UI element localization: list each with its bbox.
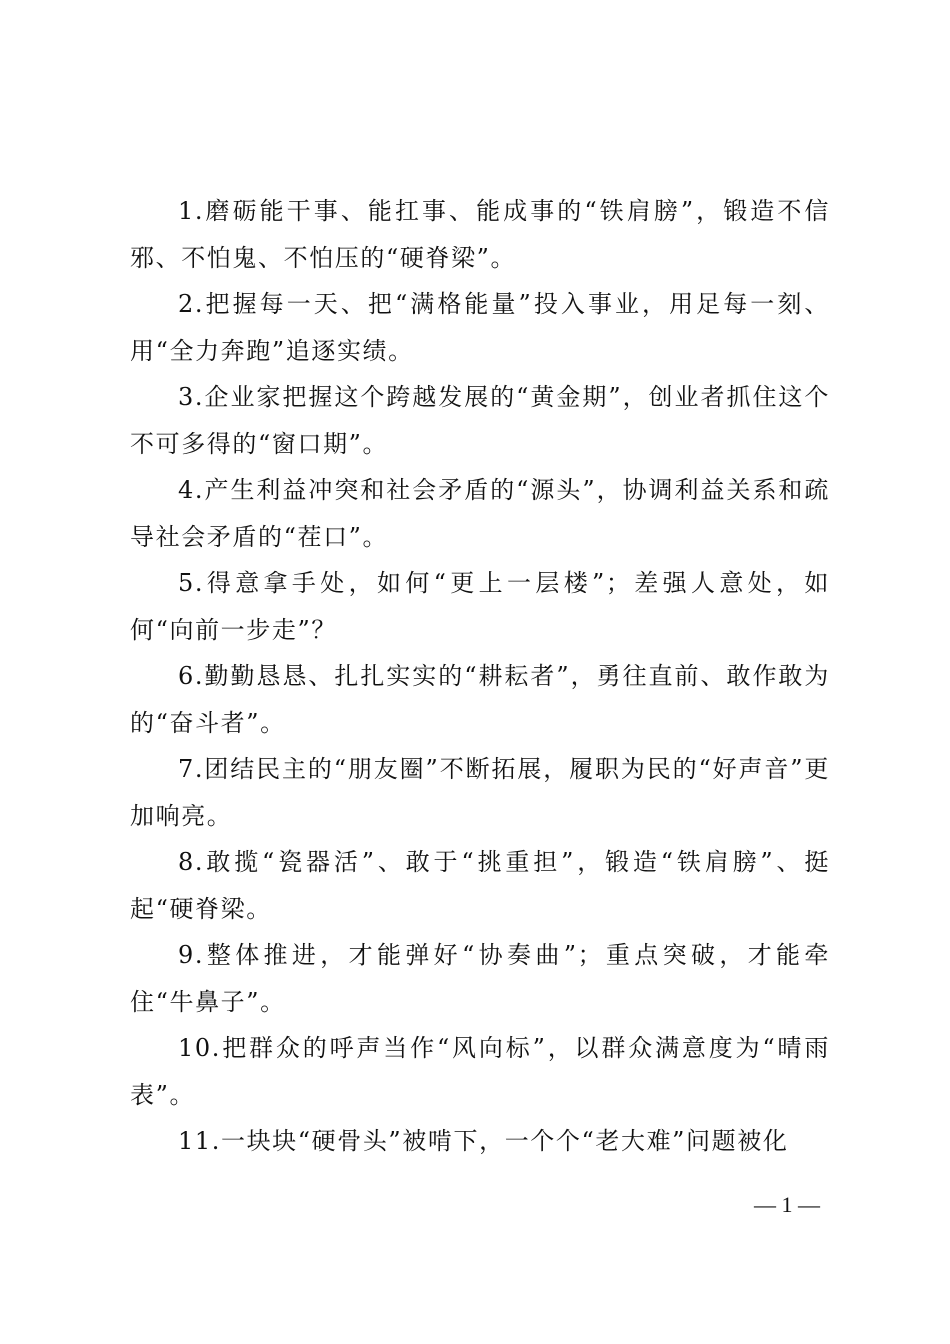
paragraph-10: 10.把群众的呼声当作“风向标”，以群众满意度为“晴雨表”。: [130, 1034, 830, 1109]
paragraph-8: 8.敢揽“瓷器活”、敢于“挑重担”，锻造“铁肩膀”、挺起“硬脊梁。: [130, 848, 830, 923]
page-number: — 1 —: [754, 1192, 820, 1217]
paragraph-1: 1.磨砺能干事、能扛事、能成事的“铁肩膀”，锻造不信邪、不怕鬼、不怕压的“硬脊梁”。: [130, 197, 830, 272]
paragraph-7: 7.团结民主的“朋友圈”不断拓展，履职为民的“好声音”更加响亮。: [130, 755, 830, 830]
document-body: [130, 188, 830, 1165]
paragraph-3: 3.企业家把握这个跨越发展的“黄金期”，创业者抓住这个不可多得的“窗口期”。: [130, 383, 830, 458]
paragraph-6: 6.勤勤恳恳、扎扎实实的“耕耘者”，勇往直前、敢作敢为的“奋斗者”。: [130, 662, 830, 737]
paragraph-4: 4.产生利益冲突和社会矛盾的“源头”，协调利益关系和疏导社会矛盾的“茬口”。: [130, 476, 830, 551]
paragraph-5: 5.得意拿手处，如何“更上一层楼”；差强人意处，如何“向前一步走”？: [130, 569, 830, 644]
paragraph-2: 2.把握每一天、把“满格能量”投入事业，用足每一刻、用“全力奔跑”追逐实绩。: [130, 290, 830, 365]
paragraph-9: 9.整体推进，才能弹好“协奏曲”；重点突破，才能牵住“牛鼻子”。: [130, 941, 830, 1016]
paragraph-11: 11.一块块“硬骨头”被啃下，一个个“老大难”问题被化: [178, 1127, 789, 1155]
